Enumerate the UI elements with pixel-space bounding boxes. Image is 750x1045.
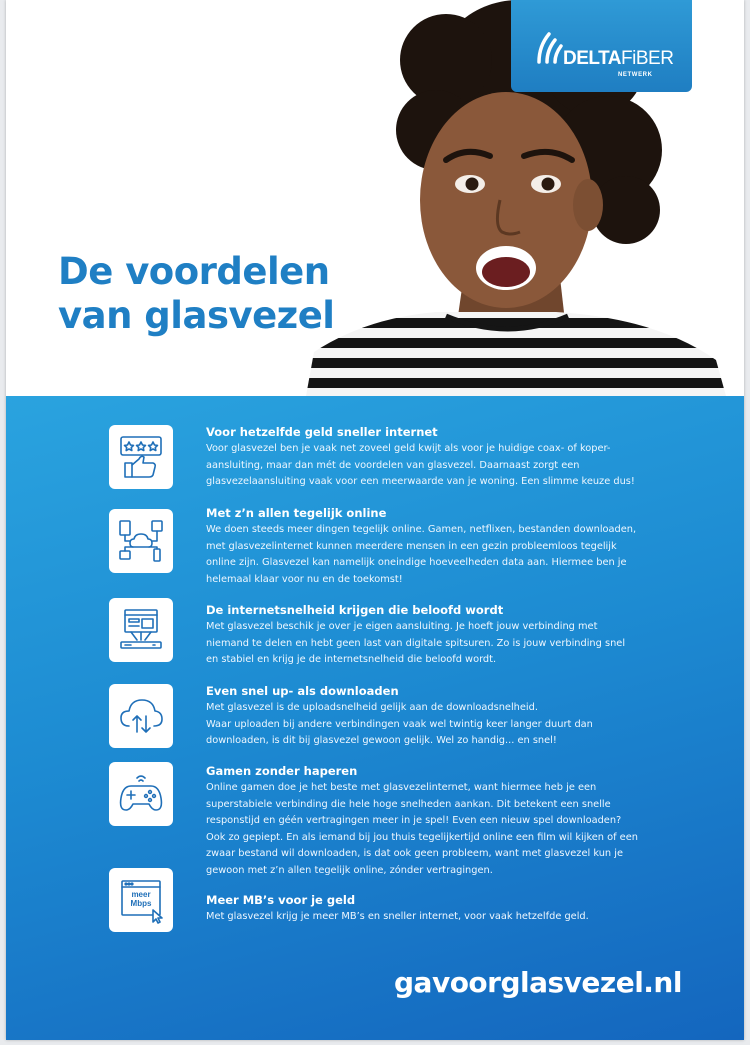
page-title-line-2: van glasvezel — [58, 294, 335, 337]
rating-thumbs-up-icon — [117, 433, 165, 481]
page-title — [58, 250, 335, 338]
deltafiber-logo — [511, 0, 692, 92]
meer-mbps-browser-icon — [117, 876, 165, 924]
meer-label: meer — [131, 890, 151, 899]
logo-wordmark — [563, 48, 673, 70]
benefit-text: We doen steeds meer dingen tegelijk online. Gamen, netflixen, bestanden downloaden, met glasvezelinternet kunnen meerdere mensen in een gezin probleemloos tegelijk online zijn. Glasvezel kan namelijk oneindige hoeveelheden data aan. Hiermee ben je helemaal klaar voor nu en de toekomst! — [206, 524, 637, 585]
benefit-icon-tile — [109, 684, 173, 748]
benefit-title: Even snel up- als downloaden — [206, 684, 399, 698]
benefit-text: Met glasvezel is de uploadsnelheid gelijk aan de downloadsnelheid. Waar uploaden bij andere verbindingen vaak wel twintig keer langer duurt dan downloaden, is dit bij glasvezel gewoon gelijk. Wel zo handig... en snel! — [206, 702, 593, 747]
benefit-icon-tile — [109, 509, 173, 573]
benefit-icon-tile — [109, 762, 173, 826]
router-speed-icon — [117, 606, 165, 654]
cloud-upload-download-icon — [117, 692, 165, 740]
benefit-title: Met z’n allen tegelijk online — [206, 506, 387, 520]
benefit-title: Gamen zonder haperen — [206, 764, 358, 778]
benefit-title: Voor hetzelfde geld sneller internet — [206, 425, 438, 439]
logo-name-light: FiBER — [621, 48, 674, 69]
benefit-title: De internetsnelheid krijgen die beloofd wordt — [206, 603, 504, 617]
benefits-panel — [6, 396, 744, 1040]
benefit-icon-tile — [109, 868, 173, 932]
logo-subtitle: NETWERK — [618, 72, 653, 78]
cloud-network-icon — [117, 517, 165, 565]
website-url[interactable]: gavoorglasvezel.nl — [394, 966, 682, 999]
logo-name-bold: DELTA — [563, 48, 622, 69]
benefit-icon-tile — [109, 425, 173, 489]
hero-section — [6, 0, 744, 396]
benefit-title: Meer MB’s voor je geld — [206, 893, 356, 907]
benefit-text: Voor glasvezel ben je vaak net zoveel geld kwijt als voor je huidige coax- of koper- aansluiting, maar dan mét de voordelen van glasvezel. Daarnaast zorgt een glasvezelaansluiting vaak voor een meerwaarde van je woning. Een slimme keuze dus! — [206, 443, 635, 488]
benefit-text: Met glasvezel beschik je over je eigen aansluiting. Je hoeft jouw verbinding met niemand te delen en hebt geen last van digitale spitsuren. Zo is jouw verbinding snel en stabiel en krijg je de internetsnelheid die beloofd wordt. — [206, 621, 626, 666]
benefit-text: Met glasvezel krijg je meer MB’s en sneller internet, voor vaak hetzelfde geld. — [206, 911, 589, 922]
benefit-text: Online gamen doe je het beste met glasvezelinternet, want hiermee heb je een superstabiele verbinding die hele hoge snelheden aankan. Dit betekent een snelle responstijd en géén vertragingen meer in je spel! Even een nieuw spel downloaden? Ook zo gepiept. En als iemand bij jou thuis tegelijkertijd online een film wil kijken of een zwaar bestand wil downloaden, is dat ook geen probleem, want met glasvezel kun je gewoon met z’n allen tegelijk online, zónder vertragingen. — [206, 782, 638, 876]
mbps-label: Mbps — [130, 899, 152, 908]
page-title-line-1: De voordelen — [58, 250, 330, 293]
flyer-page — [6, 0, 744, 1040]
gamepad-icon — [117, 770, 165, 818]
benefit-icon-tile — [109, 598, 173, 662]
